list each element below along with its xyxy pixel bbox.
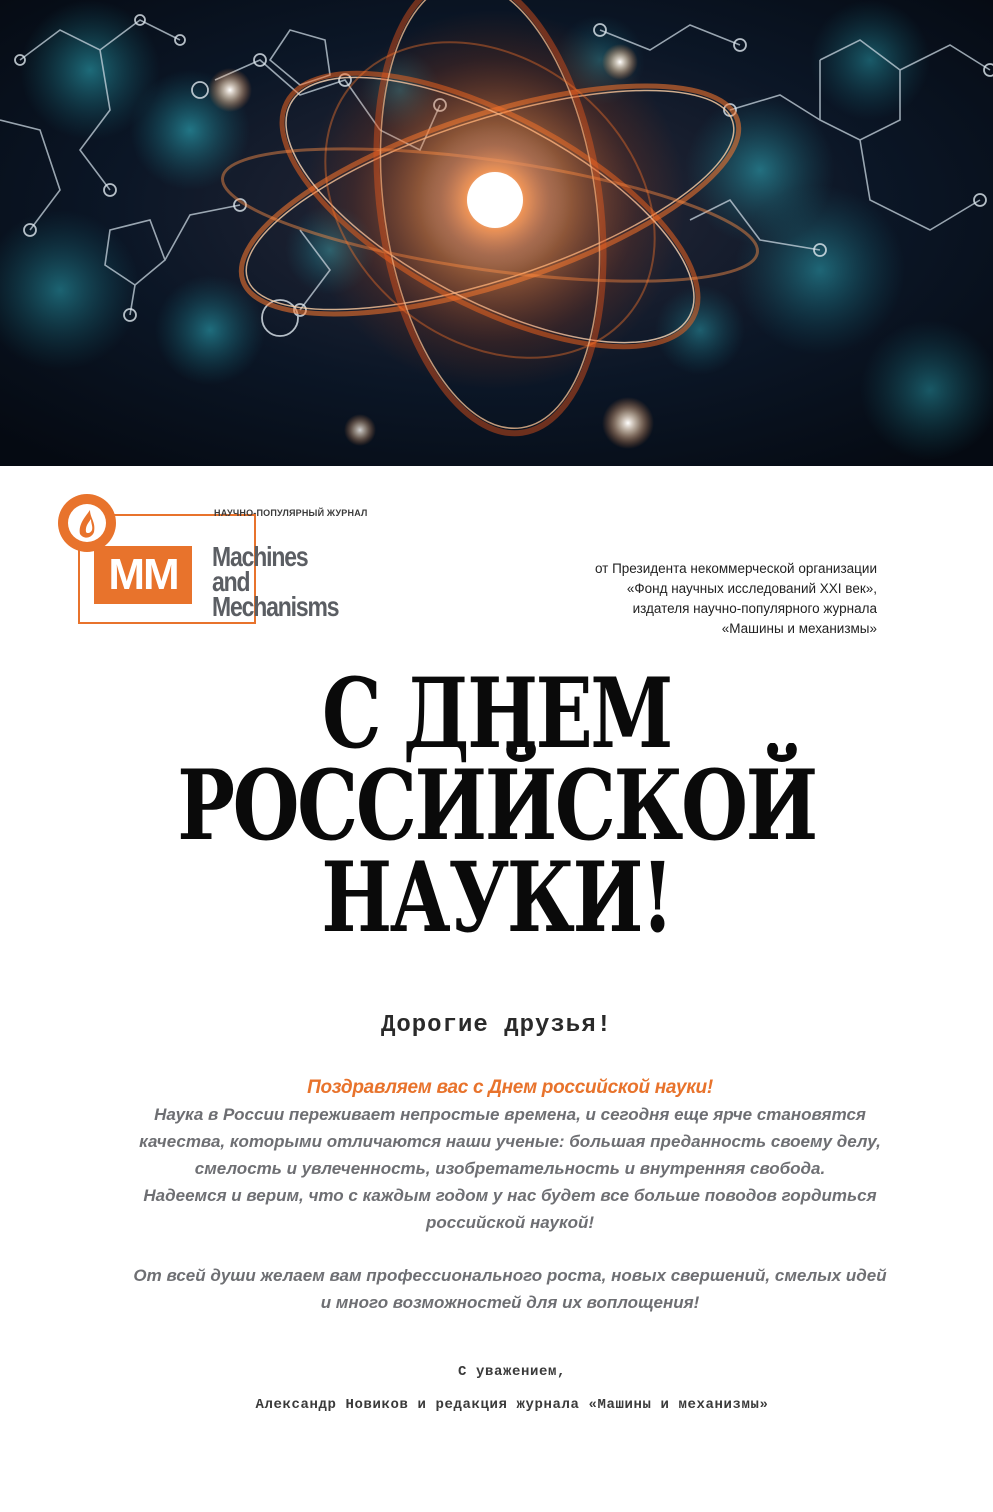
brand-line-1: Machines [212, 541, 308, 572]
fund-seal-icon [56, 492, 118, 554]
sender-line-1: от Президента некоммерческой организации [594, 561, 877, 576]
congratulation-line: Поздравляем вас с Днем российской науки! [307, 1077, 713, 1098]
headline-line-3: НАУКИ! [321, 841, 672, 954]
journal-tagline: НАУЧНО-ПОПУЛЯРНЫЙ ЖУРНАЛ [214, 508, 368, 518]
wish-line-1: От всей души желаем вам профессионального роста, новых свершений, смелых идей [133, 1266, 887, 1285]
wish-line-2: и много возможностей для их воплощения! [320, 1293, 700, 1312]
signature-line-1: С уважением, [457, 1364, 567, 1380]
journal-logo [56, 492, 386, 637]
logo-mark: MM [94, 546, 192, 604]
sender-block [595, 559, 877, 639]
sender-line-3: издателя научно-популярного журнала [632, 601, 877, 616]
body-line-4: Надеемся и верим, что с каждым годом у нас будет все больше поводов гордиться [143, 1186, 877, 1205]
headline-line-2: РОССИЙСКОЙ [177, 749, 816, 862]
body-line-2: качества, которыми отличаются наши ученые: большая преданность своему делу, [139, 1132, 881, 1151]
sender-line-2: «Фонд научных исследований XXI век», [626, 581, 877, 596]
greeting: Дорогие друзья! [380, 1012, 613, 1039]
atom-illustration [0, 0, 993, 466]
paragraph-gap [120, 1236, 900, 1262]
brand-name [212, 541, 360, 622]
sender-line-4: «Машины и механизмы» [721, 621, 877, 636]
body-line-1: Наука в России переживает непростые времена, и сегодня еще ярче становятся [154, 1105, 866, 1124]
body-line-3: смелость и увлеченность, изобретательность и внутренняя свобода. [194, 1159, 826, 1178]
signature [0, 1356, 993, 1422]
hero-image [0, 0, 993, 466]
signature-line-2: Александр Новиков и редакция журнала «Машины и механизмы» [255, 1397, 769, 1413]
body-line-5: российской наукой! [425, 1213, 594, 1232]
headline [0, 657, 993, 954]
message-body [120, 1074, 900, 1316]
headline-line-1: С ДНЕМ [322, 657, 671, 770]
brand-line-2: and [212, 566, 250, 597]
brand-line-3: Mechanisms [212, 591, 339, 622]
